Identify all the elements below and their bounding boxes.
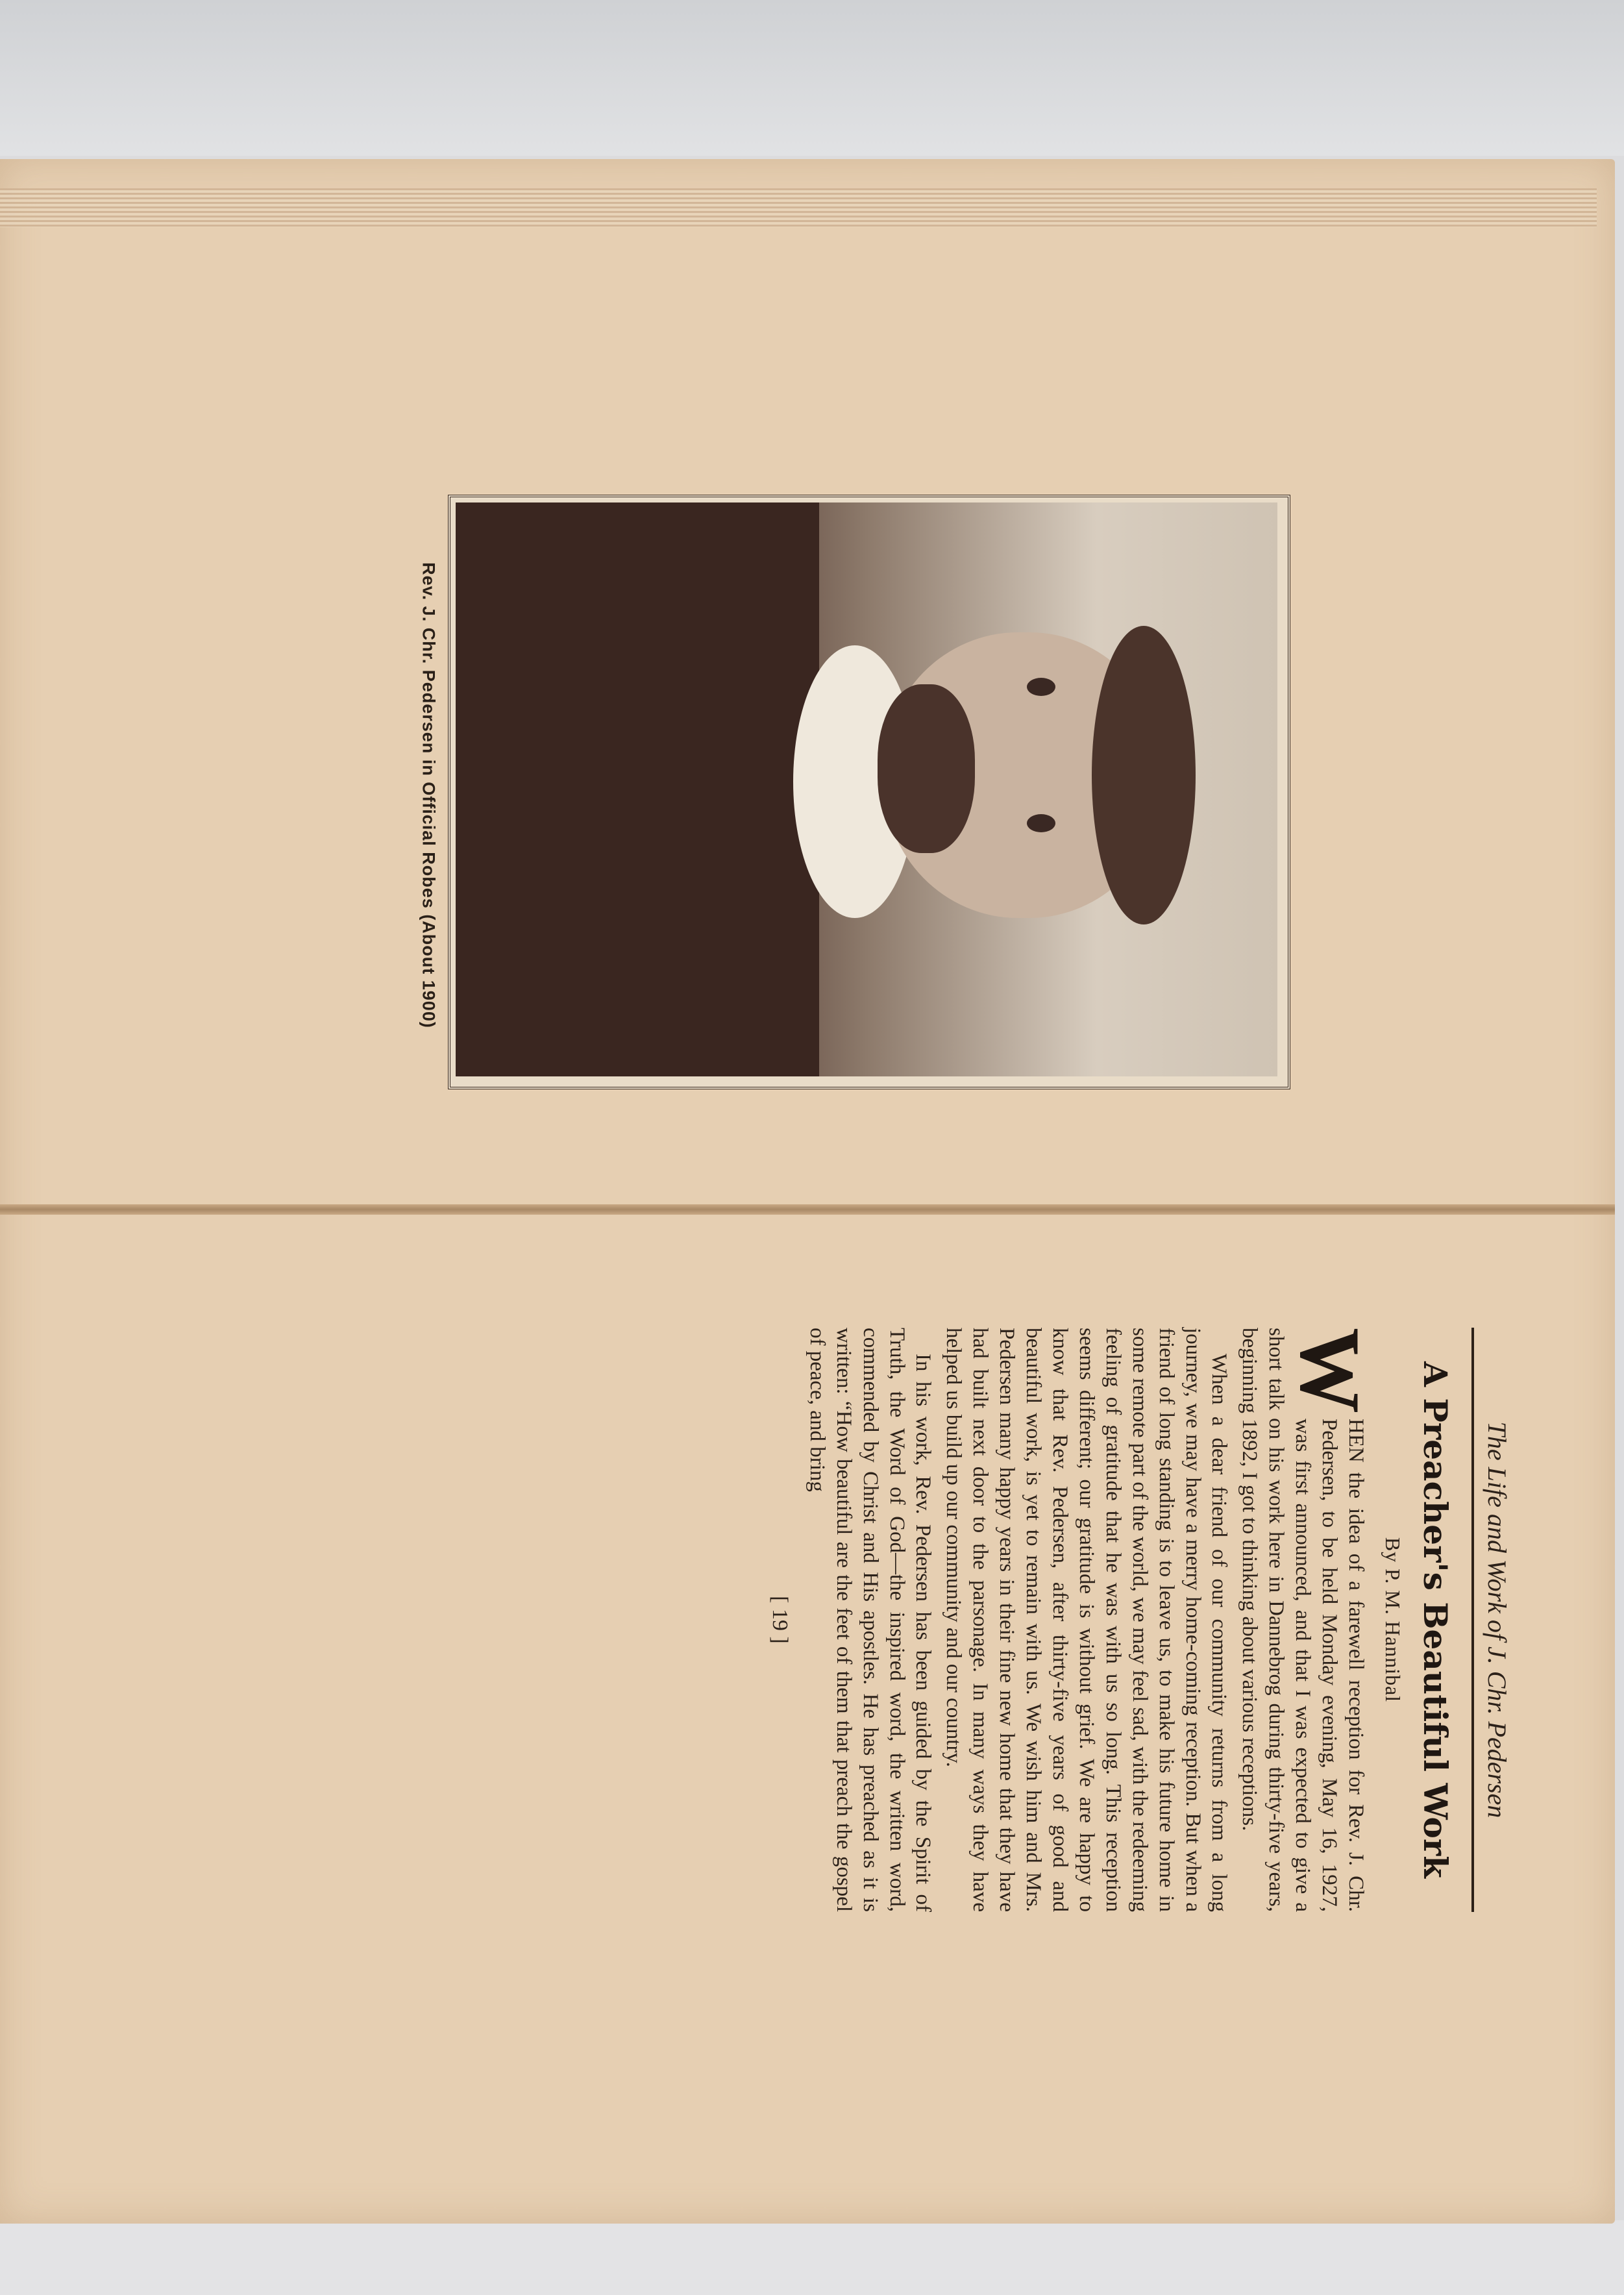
page-edges <box>0 188 1597 227</box>
scanner-background-bottom <box>0 2220 1624 2295</box>
article-page <box>292 1328 1512 1925</box>
portrait-photo <box>456 502 1277 1076</box>
running-head: The Life and Work of J. Chr. Pedersen <box>1471 1328 1512 1912</box>
paragraph: W HEN the idea of a farewell reception for Rev. J. Chr. Pedersen, to be held Monday evening, May 16, 1927, was first announced, and that I was expected to give a short talk on his work here in Dannebrog during thirty-five years, beginning 1892, I got to thinking about various receptions. <box>1238 1328 1378 1912</box>
article-body <box>804 1328 1378 1912</box>
article-title: A Preacher's Beautiful Work <box>1416 1361 1455 1878</box>
page-number: [ 19 ] <box>767 1596 792 1644</box>
book-gutter <box>0 1204 1615 1215</box>
article-rotated-block <box>292 1328 1512 1912</box>
portrait-photo-frame <box>448 495 1290 1089</box>
drop-cap: W <box>1283 1328 1378 1413</box>
paragraph: In his work, Rev. Pedersen has been guided by the Spirit of Truth, the Word of God—the inspired word, the written word, commended by Christ and His apostles. He has preached as it is written: “How beautiful are the feet of them that preach the gospel of peace, and bring <box>805 1328 935 1912</box>
paragraph: When a dear friend of our community returns from a long journey, we may have a merry home-coming reception. But when a friend of long standing is to leave us, to make his future home in some remote part of the world, we may feel sad, with the redeeming feeling of gratitude that he was with us so long. This reception seems different; our gratitude is without grief. We are happy to know that Rev. Pedersen, after thirty-five years of good and beautiful work, is yet to remain with us. We wish him and Mrs. Pedersen many happy years in their fine new home that they have had built next door to the parsonage. In many ways they have helped us build up our community and our country. <box>942 1328 1231 1912</box>
article-byline: By P. M. Hannibal <box>1381 1537 1405 1703</box>
photo-caption: Rev. J. Chr. Pedersen in Official Robes (About 1900) <box>419 562 439 1028</box>
scanner-background-top <box>0 0 1624 156</box>
